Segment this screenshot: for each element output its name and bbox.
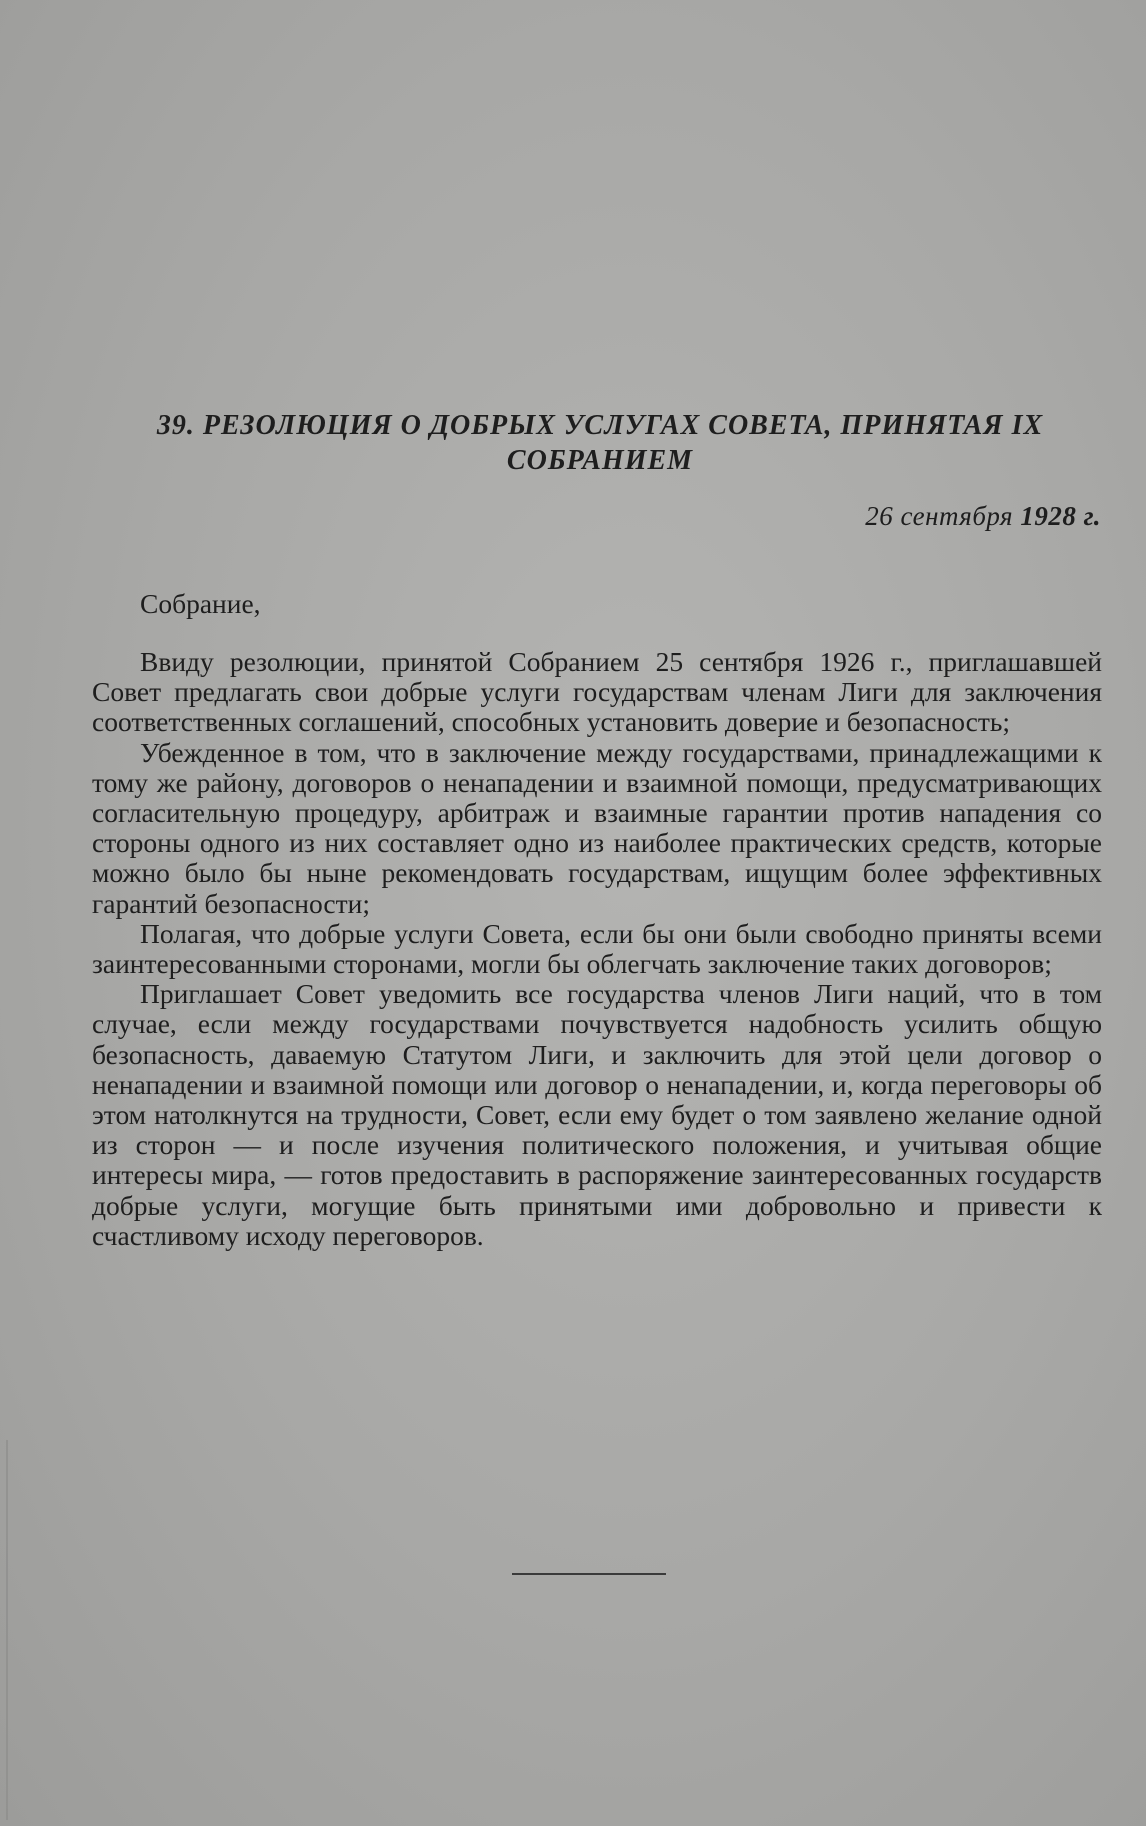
- document-title: [100, 408, 1100, 478]
- closing-rule: [512, 1573, 666, 1575]
- title-line-1: 39. РЕЗОЛЮЦИЯ О ДОБРЫХ УСЛУГАХ СОВЕТА, ПРИНЯТАЯ IX: [156, 410, 1044, 441]
- document-date: [865, 500, 1101, 532]
- title-line-2: СОБРАНИЕМ: [506, 445, 694, 476]
- paragraph-3: Полагая, что добрые услуги Совета, если бы они были свободно приняты всеми заинтересованными сторонами, могли бы облегчать заключение таких договоров;: [92, 917, 1102, 980]
- document-body: [92, 588, 1102, 1251]
- paragraph-1: Ввиду резолюции, принятой Собранием 25 сентября 1926 г., приглашавшей Совет предлагать свои добрые услуги государствам членам Лиги для заключения соответственных соглашений, способных установить доверие и безопасность;: [92, 646, 1102, 738]
- page-edge-shadow: [6, 1440, 8, 1820]
- date-year: 1928 г.: [1020, 501, 1101, 531]
- paragraph-4: Приглашает Совет уведомить все государства членов Лиги наций, что в том случае, если между государствами почувствуется надобность усилить общую безопасность, даваемую Статутом Лиги, и заключить для этой цели договор о ненападении и взаимной помощи или договор о ненападении, и, когда переговоры об этом натолкнутся на трудности, Совет, если ему будет о том заявлено желание одной из сторон — и после изучения политического положения, и учитывая общие интересы мира, — готов предоставить в распоряжение заинтересованных государств добрые услуги, могущие быть принятыми ими добровольно и привести к счастливому исходу переговоров.: [92, 978, 1102, 1251]
- salutation: Собрание,: [140, 588, 261, 619]
- date-day-month: 26 сентября: [865, 501, 1021, 531]
- paragraph-2: Убежденное в том, что в заключение между государствами, принадлежащими к тому же району, договоров о ненападении и взаимной помощи, предусматривающих согласительную процедуру, арбитраж и взаимные гарантии против нападения со стороны одного из них составляет одно из наиболее практических средств, которые можно было бы ныне рекомендовать государствам, ищущим более эффективных гарантий безопасности;: [92, 736, 1102, 919]
